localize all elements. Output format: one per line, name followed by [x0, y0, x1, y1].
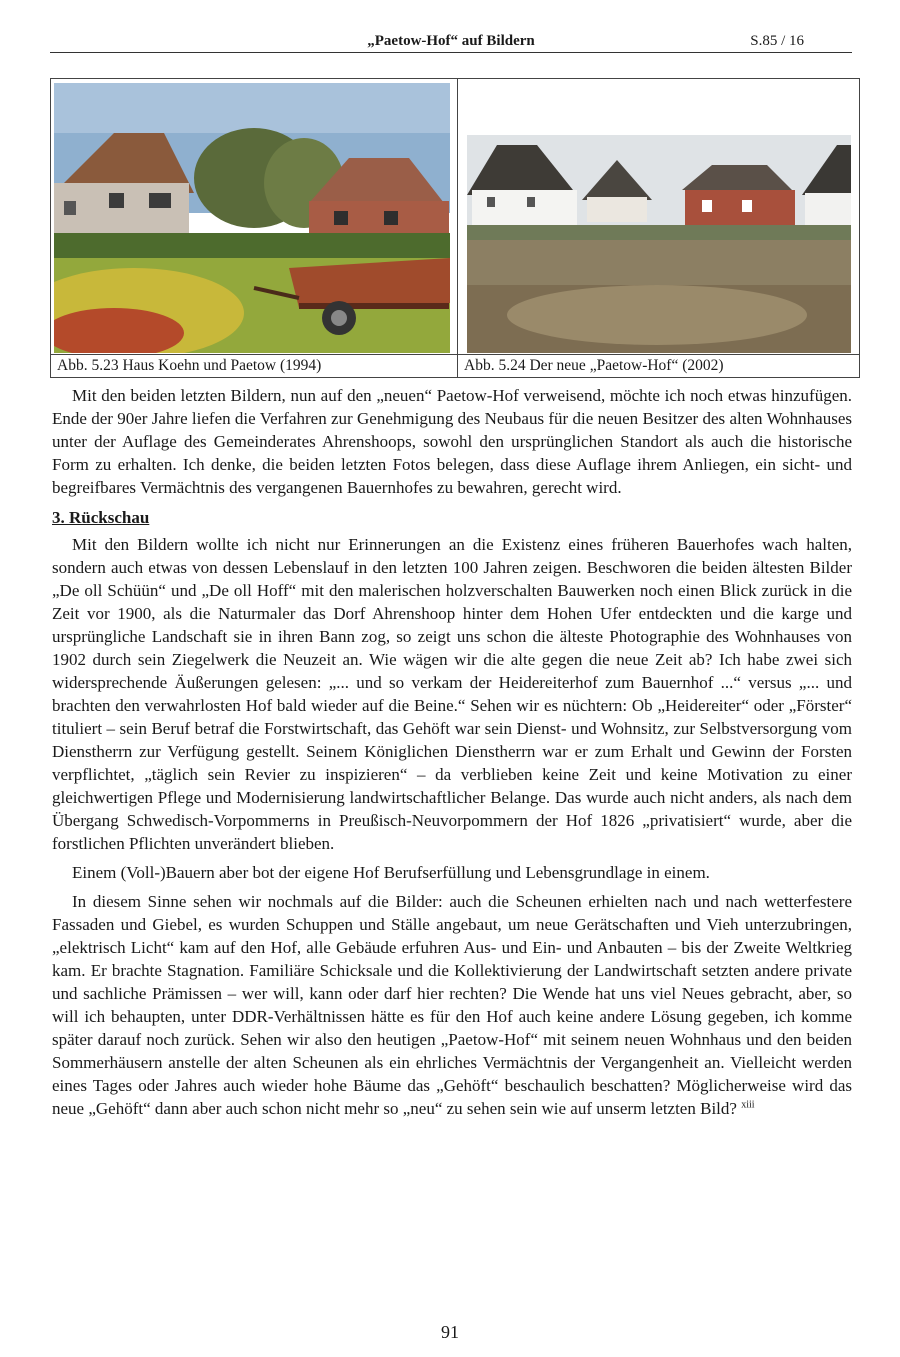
- page-number: 91: [441, 1322, 459, 1342]
- figure-5-24: [458, 79, 859, 377]
- photo-haus-koehn-paetow: [54, 83, 450, 353]
- paragraph-text: In diesem Sinne sehen wir nochmals auf die Bilder: auch die Scheunen erhielten nach und nach wetterfestere Fassaden und Giebel, es wurden Schuppen und Ställe angebaut, um neue Gerätschaften und Vieh unterzubringen, „elektrisch Licht“ kam auf den Hof, alle Gebäude erfuhren Aus- und Ein- und Anbauten – bis der Zweite Weltkrieg kam. Er brachte Stagnation. Familiäre Schicksale und die Kollektivierung der Landwirtschaft setzten andere private und sachliche Prämissen – wer will, kann oder darf hier rechten? Die Wende hat uns viel Neues gebracht, aber, so will ich behaupten, unter DDR-Verhältnissen hätte es für den Hof auch keine andere Lösung gegeben, ich komme später darauf noch zurück. Sehen wir also den heutigen „Paetow-Hof“ mit seinem neuen Wohnhaus und den beiden Sommerhäusern anstelle der alten Scheunen als ein ehrliches Vermächtnis der Vergangenheit an. Vielleicht werden eines Tages oder Jahres auch wieder hohe Bäume das „Gehöft“ beschaulich beschatten? Möglicherweise wird das neue „Gehöft“ dann aber auch schon nicht mehr so „neu“ zu sehen sein wie auf unserm letzten Bild?: [52, 892, 852, 1118]
- header-title: „Paetow-Hof“ auf Bildern: [367, 33, 535, 49]
- paragraph: Mit den beiden letzten Bildern, nun auf den „neuen“ Paetow-Hof verweisend, möchte ich noch etwas hinzufügen. Ende der 90er Jahre liefen die Verfahren zur Genehmigung des Neubaus für die neuen Besitzer des alten Wohnhauses unter der Auflage des Gemeinderates Ahrenshoops, sowohl den ursprünglichen Standort als auch die historische Form zu erhalten. Ich denke, die beiden letzten Fotos belegen, dass diese Auflage ihrem Anliegen, ein sicht- und begreifbares Vermächtnis des vergangenen Bauernhofes zu bewahren, gerecht wird.: [52, 386, 852, 497]
- figure-caption: Abb. 5.24 Der neue „Paetow-Hof“ (2002): [458, 354, 859, 377]
- running-header: [50, 30, 852, 53]
- figure-row: [50, 78, 860, 378]
- photo-neuer-paetow-hof: [467, 135, 851, 353]
- figure-5-23: [51, 79, 458, 377]
- figure-caption: Abb. 5.23 Haus Koehn und Paetow (1994): [51, 354, 457, 377]
- paragraph: Mit den Bildern wollte ich nicht nur Erinnerungen an die Existenz eines früheren Bauerhofes wach halten, sondern auch etwas von dessen Lebenslauf in den letzten 100 Jahren zeigen. Beschworen die beiden ältesten Bilder „De oll Schüün“ und „De oll Hoff“ mit den malerischen holzverschalten Bauwerken noch einen Blick zurück in die Zeit vor 1900, als die Naturmaler das Dorf Ahrenshoop hinter dem Hohen Ufer entdeckten und die karge und ursprüngliche Landschaft sie in ihren Bann zog, so zeigt uns schon die älteste Photographie des Wohnhauses von 1902 durch sein Ziegelwerk die Neuzeit an. Wie wägen wir die alte gegen die neue Zeit ab? Ich habe zwei sich widersprechende Äußerungen gelesen: „... und so verkam der Heidereiterhof zum Bauernhof ...“ versus „... und brachten den verwahrlosten Hof bald wieder auf die Beine.“ Sehen wir es nüchtern: Ob „Heidereiter“ oder „Förster“ tituliert – sein Beruf betraf die Forstwirtschaft, das Gehöft war sein Dienst- und Wohnsitz, zur Selbstversorgung vom Dienstherrn zur Verfügung gestellt. Seinem Königlichen Dienstherrn war er zum Erhalt und Gewinn der Forsten verpflichtet, „täglich sein Revier zu inspizieren“ – da verblieben keine Zeit und keine Motivation zu einer gleichwertigen Pflege und Modernisierung landwirtschaftlicher Belange. Das wurde auch nicht anders, als nach dem Übergang Schwedisch-Vorpommerns in Preußisch-Neuvorpommern der Hof 1826 „privatisiert“ wurde, aber die forstlichen Pflichten unverändert blieben.: [52, 535, 852, 853]
- footnote-ref[interactable]: xiii: [741, 1099, 755, 1111]
- paragraph: [52, 890, 852, 1120]
- body-text: [52, 384, 852, 1120]
- paragraph: Einem (Voll-)Bauern aber bot der eigene Hof Berufserfüllung und Lebensgrundlage in einem.: [72, 863, 710, 882]
- section-heading: 3. Rückschau: [52, 508, 150, 527]
- header-page-ref: S.85 / 16: [750, 33, 804, 49]
